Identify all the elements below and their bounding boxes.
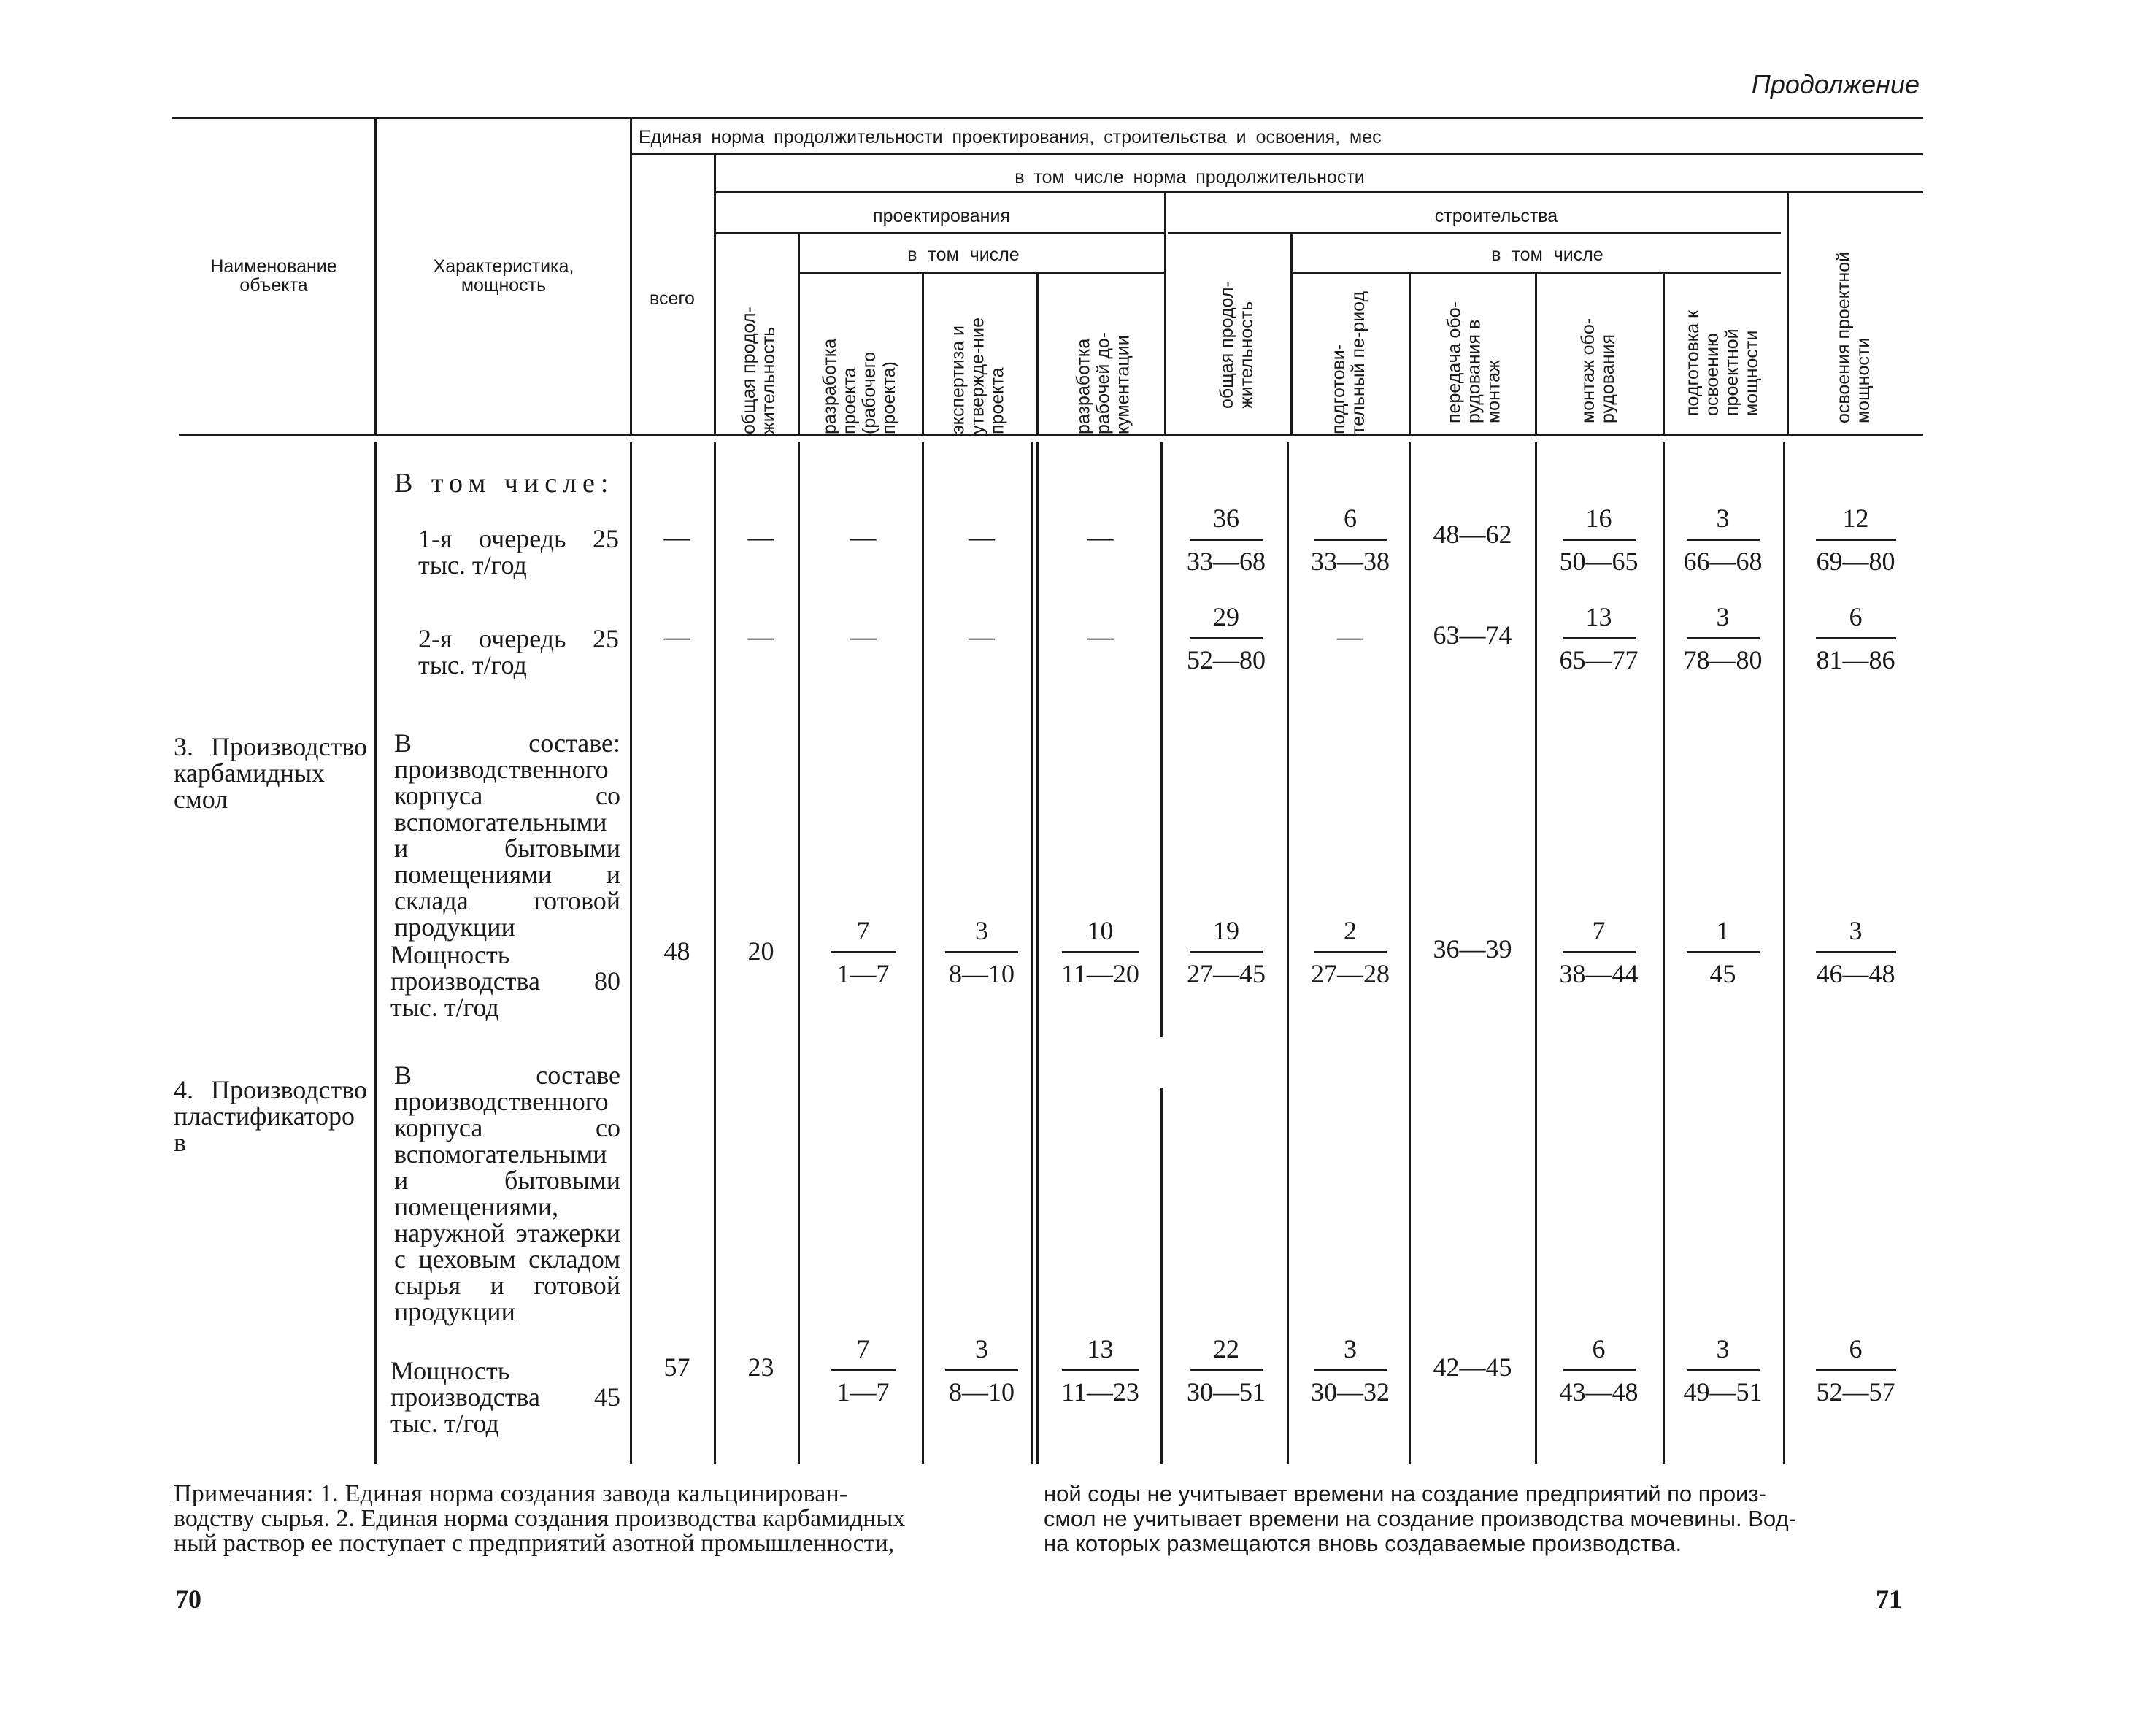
row3-construction-prepare: $\frac{1}{45}$ — [1674, 916, 1772, 988]
row2-design-expert: — — [969, 622, 995, 651]
notes-left — [174, 1482, 1031, 1556]
row4-composition: В составе производственного корпуса со вспомогательными и бытовыми помещениями, наружной этажерки с цеховым складом сырья и готовой продукции — [394, 1061, 620, 1326]
row1-construction-transfer: 48—62 — [1433, 520, 1512, 549]
row1-mastering: $\frac{12}{69—80}$ — [1816, 504, 1895, 576]
row4-construction-prep: $\frac{3}{30—32}$ — [1311, 1334, 1390, 1406]
body-vline-name — [374, 442, 377, 1464]
vline-cinstall — [1663, 272, 1665, 435]
header-construction-transfer: передача обо-рудования в монтаж — [1444, 301, 1504, 423]
table-top-rule — [172, 117, 1923, 119]
body-vline-ctransfer — [1535, 442, 1537, 1464]
row1-construction-total: $\frac{36}{33—68}$ — [1187, 504, 1266, 576]
body-vline-total — [714, 442, 716, 1464]
row4-object-name: 4. Производство пластификаторов — [174, 1075, 367, 1157]
header-construction-install: монтаж обо-рудования — [1578, 318, 1618, 423]
notes-left-line1: Примечания: 1. Единая норма создания завода кальцинирован- — [174, 1480, 848, 1507]
notes-left-line2: водству сырья. 2. Единая норма создания производства карбамидных — [174, 1505, 906, 1532]
row1-construction-prepare: $\frac{3}{66—68}$ — [1683, 504, 1763, 576]
notes-left-line3: ный раствор ее поступает с предприятий азотной промышленности, — [174, 1530, 895, 1557]
body-vline-cinstall — [1663, 442, 1665, 1464]
row1-design-project: — — [850, 523, 877, 552]
header-design-total: общая продол-жительность — [739, 307, 779, 434]
header-design-incl: в том числе — [907, 245, 1020, 265]
vline-ctransfer — [1535, 272, 1537, 435]
row3-object-name: 3. Производство карбамидных смол — [174, 732, 367, 814]
row4-design-expert: $\frac{3}{8—10}$ — [934, 1334, 1029, 1406]
row1-design-docs: — — [1087, 523, 1114, 552]
row2-construction-transfer: 63—74 — [1433, 620, 1512, 650]
row2-total: — — [663, 622, 690, 651]
continuation-label: Продолжение — [1751, 69, 1920, 99]
row2-construction-prep: — — [1337, 622, 1363, 651]
vline-ctotal — [1290, 232, 1293, 435]
row3-composition: В составе: производственного корпуса со вспомогательными и бытовыми помещениями и склада готовой продукции — [394, 728, 620, 942]
vline-dexpert — [1036, 272, 1039, 435]
header-design-docs: разработка рабочей до-кументации — [1073, 331, 1133, 434]
vline-total — [714, 153, 716, 435]
body-vline-dexpert-b — [1036, 442, 1039, 1464]
body-vline-dexpert-a — [1031, 442, 1033, 1464]
notes-right — [1044, 1482, 1920, 1556]
vline-design-end — [1164, 191, 1166, 435]
row3-design-expert: $\frac{3}{8—10}$ — [934, 916, 1029, 988]
header-object-name: Наименование объекта — [210, 256, 337, 296]
header-incl-norm: в том числе норма продолжительности — [1015, 167, 1365, 188]
rule-under-design — [715, 232, 1164, 234]
body-vline-ctotal — [1287, 442, 1289, 1464]
row4-construction-prepare: $\frac{3}{49—51}$ — [1683, 1334, 1763, 1406]
header-construction-prepare: подготовка к освоению проектной мощности — [1682, 309, 1762, 416]
header-construction-incl: в том числе — [1491, 245, 1603, 265]
header-design-project: разработка проекта (рабочего проекта) — [820, 338, 899, 434]
notes-right-line2: смол не учитывает времени на создание производства мочевины. Вод- — [1044, 1506, 1796, 1531]
header-design-expert: экспертиза и утвержде-ние проекта — [947, 318, 1008, 434]
body-vline-ddocs-2 — [1160, 1088, 1163, 1464]
row4-construction-total: $\frac{22}{30—51}$ — [1187, 1334, 1266, 1406]
row4-total: 57 — [663, 1352, 690, 1382]
row2-construction-install: $\frac{13}{65—77}$ — [1559, 602, 1639, 674]
row3-design-total: 20 — [747, 936, 774, 966]
header-mastering: освоения проектной мощности — [1833, 251, 1874, 423]
row4-characteristic: Мощность производства 45 тыс. т/год — [390, 1356, 620, 1438]
vline-dproject — [922, 272, 924, 435]
notes-right-line3: на которых размещаются вновь создаваемые производства. — [1044, 1531, 1682, 1556]
body-vline-ddocs — [1160, 442, 1163, 1037]
row1-design-total: — — [747, 523, 774, 552]
header-construction-total: общая продол-жительность — [1217, 281, 1257, 409]
row3-design-project: $\frac{7}{1—7}$ — [817, 916, 909, 988]
row4-mastering: $\frac{6}{52—57}$ — [1816, 1334, 1895, 1406]
vline-cprep — [1409, 272, 1411, 435]
row2-design-project: — — [850, 622, 877, 651]
row2-design-docs: — — [1087, 622, 1114, 651]
row4-construction-install: $\frac{6}{43—48}$ — [1559, 1334, 1639, 1406]
header-bottom-rule — [179, 434, 1923, 436]
row1-construction-prep: $\frac{6}{33—38}$ — [1311, 504, 1390, 576]
row4-design-docs: $\frac{13}{11—23}$ — [1061, 1334, 1139, 1406]
body-vline-dproject — [922, 442, 924, 1464]
rule-under-incl-norm — [715, 191, 1923, 193]
header-design: проектирования — [873, 206, 1010, 226]
row4-construction-transfer: 42—45 — [1433, 1352, 1512, 1382]
row3-design-docs: $\frac{10}{11—20}$ — [1061, 916, 1139, 988]
row3-construction-transfer: 36—39 — [1433, 934, 1512, 963]
vline-dtotal — [798, 232, 800, 435]
row4-design-project: $\frac{7}{1—7}$ — [817, 1334, 909, 1406]
rule-under-design-incl — [799, 272, 1164, 274]
header-characteristic: Характеристика, мощность — [433, 256, 574, 296]
body-vline-cprep — [1409, 442, 1411, 1464]
row1-characteristic: 1-я очередь 25 тыс. т/год — [418, 524, 619, 580]
header-unified-norm: Единая норма продолжительности проектирования, строительства и освоения, мес — [639, 127, 1382, 147]
row4-design-total: 23 — [747, 1352, 774, 1382]
row2-mastering: $\frac{6}{81—86}$ — [1816, 602, 1895, 674]
incl-label: В том числе: — [394, 468, 615, 499]
row3-construction-install: $\frac{7}{38—44}$ — [1559, 916, 1639, 988]
body-vline-cprepare — [1783, 442, 1785, 1464]
vline-construction-end — [1787, 191, 1789, 435]
notes-right-line1: ной соды не учитывает времени на создание предприятий по произ- — [1044, 1481, 1766, 1506]
rule-under-construction — [1168, 232, 1781, 234]
row1-design-expert: — — [969, 523, 995, 552]
row3-mastering: $\frac{3}{46—48}$ — [1816, 916, 1895, 988]
header-construction-prep: подготови-тельный пе-риод — [1328, 290, 1368, 434]
row3-total: 48 — [663, 936, 690, 966]
row3-characteristic: Мощность производства 80 тыс. т/год — [390, 940, 620, 1022]
rule-under-top-header — [631, 153, 1923, 155]
row1-construction-install: $\frac{16}{50—65}$ — [1559, 504, 1639, 576]
header-construction: строительства — [1434, 206, 1558, 226]
row1-total: — — [663, 523, 690, 552]
row2-construction-prepare: $\frac{3}{78—80}$ — [1683, 602, 1763, 674]
body-vline-char — [630, 442, 632, 1464]
row3-construction-prep: $\frac{2}{27—28}$ — [1311, 916, 1390, 988]
vline-char — [630, 117, 632, 435]
row3-construction-total: $\frac{19}{27—45}$ — [1187, 916, 1266, 988]
page-number-right: 71 — [1876, 1585, 1902, 1614]
row2-construction-total: $\frac{29}{52—80}$ — [1187, 602, 1266, 674]
header-total: всего — [650, 288, 695, 309]
body-vline-dtotal — [798, 442, 800, 1464]
row2-characteristic: 2-я очередь 25 тыс. т/год — [418, 624, 619, 680]
row2-design-total: — — [747, 622, 774, 651]
page-number-left: 70 — [175, 1585, 201, 1614]
vline-name — [374, 117, 377, 435]
